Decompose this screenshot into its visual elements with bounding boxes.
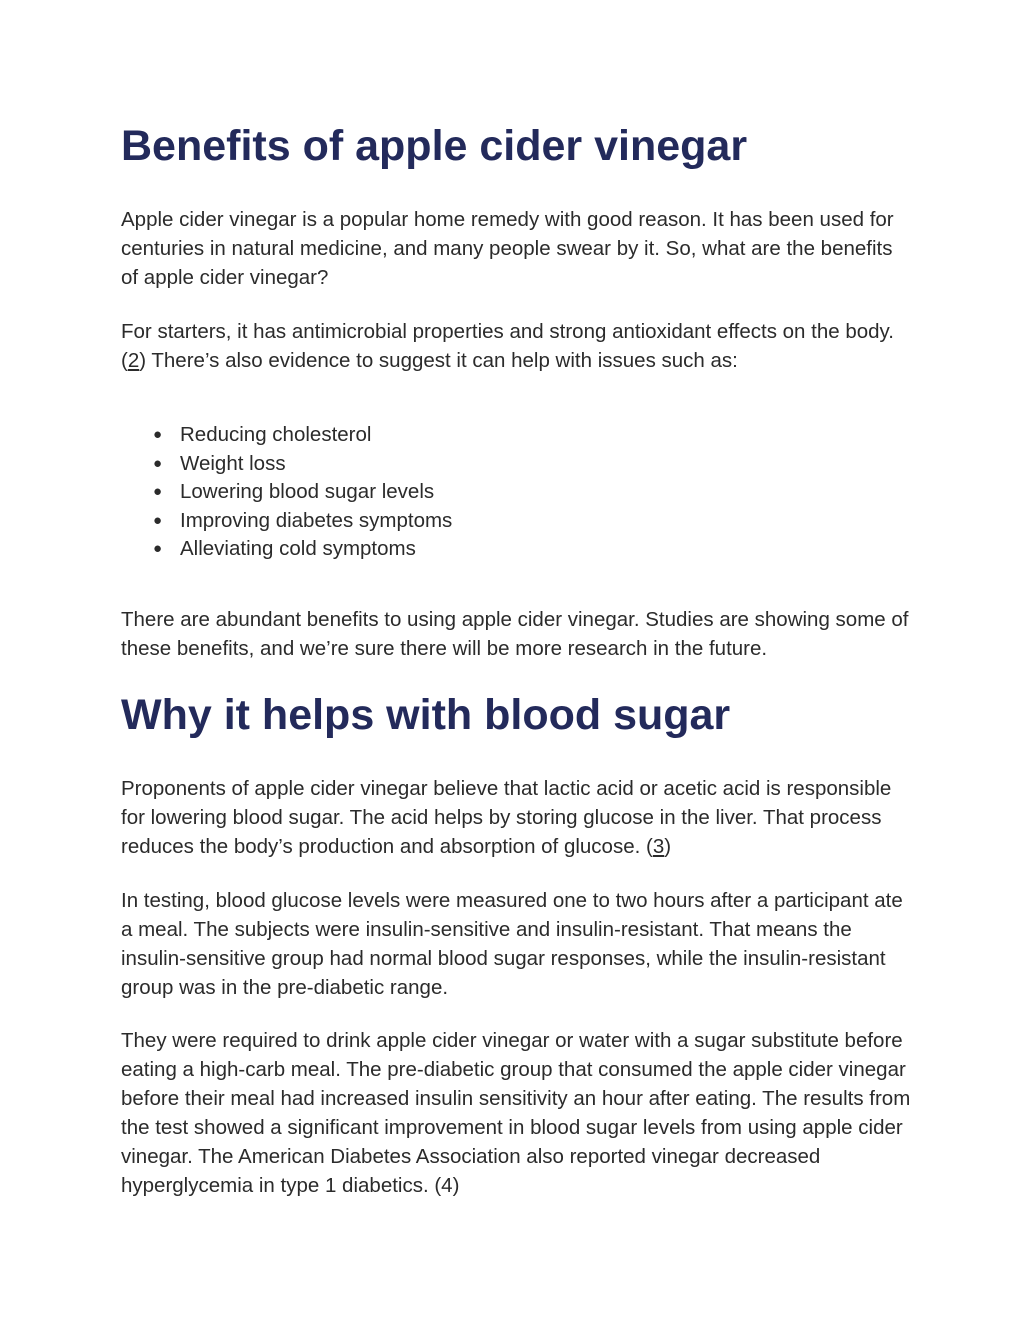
paragraph-starters xyxy=(121,317,911,375)
list-item xyxy=(121,535,452,564)
bullet-icon: ● xyxy=(153,483,163,501)
reference-link-2[interactable]: 2 xyxy=(127,349,140,372)
bullet-icon: ● xyxy=(153,511,163,529)
paragraph-proponents-text-after: ) xyxy=(664,835,672,858)
paragraph-starters-text-after: ) There’s also evidence to suggest it can help with issues such as: xyxy=(139,349,738,372)
paragraph-intro: Apple cider vinegar is a popular home remedy with good reason. It has been used for centuries in natural medicine, and many people swear by it. So, what are the benefits of apple cider vinegar? xyxy=(121,208,894,289)
bullet-icon: ● xyxy=(153,426,163,443)
bullet-icon: ● xyxy=(153,540,163,558)
heading-benefits: Benefits of apple cider vinegar xyxy=(121,122,748,170)
list-item-label: Alleviating cold symptoms xyxy=(180,537,416,561)
list-item xyxy=(121,421,452,450)
reference-link-3[interactable]: 3 xyxy=(652,835,665,858)
bullet-icon: ● xyxy=(153,454,163,472)
list-item-label: Weight loss xyxy=(180,451,286,475)
paragraph-abundant-benefits: There are abundant benefits to using apple cider vinegar. Studies are showing some of these benefits, and we’re sure there will be more research in the future. xyxy=(121,608,909,660)
paragraph-results: They were required to drink apple cider vinegar or water with a sugar substitute before eating a high-carb meal. The pre-diabetic group that consumed the apple cider vinegar before their meal had increased insulin sensitivity an hour after eating. The results from the test showed a significant improvement in blood sugar levels from using apple cider vinegar. The American Diabetes Association also reported vinegar decreased hyperglycemia in type 1 diabetics. (4) xyxy=(121,1029,911,1197)
list-item-label: Lowering blood sugar levels xyxy=(180,480,435,504)
benefits-bullet-list xyxy=(121,421,452,564)
list-item-label: Improving diabetes symptoms xyxy=(180,508,453,532)
list-item xyxy=(121,507,452,536)
list-item xyxy=(121,450,452,479)
heading-blood-sugar: Why it helps with blood sugar xyxy=(121,691,731,739)
list-item xyxy=(121,478,452,507)
paragraph-proponents xyxy=(121,774,911,861)
paragraph-proponents-text-before: Proponents of apple cider vinegar believe that lactic acid or acetic acid is responsible for lowering blood sugar. The acid helps by storing glucose in the liver. That process reduces the body’s production and absorption of glucose. ( xyxy=(121,777,892,858)
paragraph-starters-text-before: For starters, it has antimicrobial properties and strong antioxidant effects on the body. ( xyxy=(121,320,894,372)
list-item-label: Reducing cholesterol xyxy=(180,423,372,446)
paragraph-testing: In testing, blood glucose levels were measured one to two hours after a participant ate a meal. The subjects were insulin-sensitive and insulin-resistant. That means the insulin-sensitive group had normal blood sugar responses, while the insulin-resistant group was in the pre-diabetic range. xyxy=(121,889,903,999)
